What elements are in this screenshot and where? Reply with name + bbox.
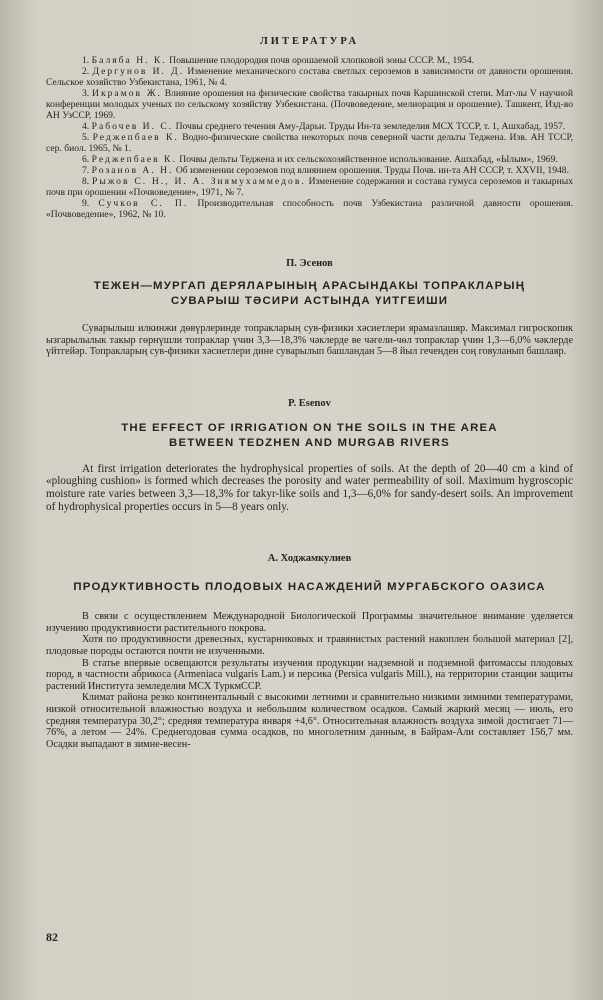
turkmen-abstract: Суварылыш илкинжи дөвүрлеринде топракларың сув-физики хәсиетлери ярамазлашяр. Максимал гигроскопик ызгарылылык такыр гөрнүшли топраклар үчин 3,3—18,3% чәклерде ве чәгели-чөл топраклар үчин 1,3—6,0% чәклерде үйтгейәр. Топракларың сув-физики хәсиетлери дине суварылып башландан 5—8 йыл геченден соң говуланып башлаяр. [46,323,573,358]
page-number: 82 [46,930,58,944]
reference-list [46,55,573,220]
english-abstract: At first irrigation deteriorates the hydrophysical properties of soils. At the depth of 20—40 cm a kind of «ploughing cushion» is formed which decreases the porosity and water permeability of soil. Maximum hygroscopic moisture rate varies between 3,3—18,3% for takyr-like soils and 1,3—6,0% for sandy-desert soils. An improvement of hydrophysical properties occurs in 5—8 years only. [46,462,573,513]
turkmen-author: П. Эсенов [286,258,333,269]
reference-item: 4. Рабочев И. С. Почвы среднего течения Аму-Дарьи. Труды Ин-та земледелия МСХ ТССР, т. 1, Ашхабад, 1957. [82,121,566,132]
turkmen-title: ТЕЖЕН—МУРГАП ДЕРЯЛАРЫНЫҢ АРАСЫНДАКЫ ТОПРАКЛАРЫҢ СУВАРЫШ ТӘСИРИ АСТЫНДА ҮИТГЕИШИ [93,280,526,307]
reference-item: 5. Реджепбаев К. Водно-физические свойства некоторых почв северной части дельты Теджена. Изв. АН ТССР, сер. биол. 1965, № 1. [46,132,574,154]
reference-item: 2. Дергунов И. Д. Изменение механического состава светлых сероземов в зависимости от давности орошения. Сельское хозяйство Узбекистана, 1961, № 4. [46,66,573,88]
article-paragraph: В статье впервые освещаются результаты изучения продукции надземной и подземной фитомассы плодовых пород, в частности абрикоса (Armeniaca vulgaris Lam.) и персика (Persica vulgaris Mill.), на территории станции защиты растений Института земледелия МСХ ТуркмССР. [46,657,573,692]
article-author: А. Ходжамкулиев [267,553,352,565]
article-body [46,611,573,750]
article-title: ПРОДУКТИВНОСТЬ ПЛОДОВЫХ НАСАЖДЕНИЙ МУРГАБСКОГО ОАЗИСА [73,581,546,594]
english-title: THE EFFECT OF IRRIGATION ON THE SOILS IN THE AREA BETWEEN TEDZHEN AND MURGAB RIVERS [121,421,498,449]
reference-item: 1. Баляба Н. К. Повышение плодородия почв орошаемой хлопковой зоны СССР. М., 1954. [82,55,475,66]
reference-item: 8. Рыжов С. Н., И. А. Зиямухаммедов. Изменение содержания и состава гумуса сероземов и такырных почв при орошении «Почвоведение», 1971, № 7. [46,176,573,198]
article-paragraph: Климат района резко континентальный с высокими летними и сравнительно низкими зимними температурами, низкой относительной влажностью воздуха и небольшим количеством осадков. Самый жаркий месяц — июль, его средняя температура 30,2°; средняя температура января +4,6°. Относительная влажность воздуха зимой достигает 71—76%, а летом — 24%. Среднегодовая сумма осадков, по многолетним данным, в Байрам-Али составляет 156,7 мм. Осадки выпадают в зимне-весен- [46,692,573,750]
reference-item: 3. Икрамов Ж. Влияние орошения на физические свойства такырных почв Каршинской степи. Мат-лы V научной конференции молодых ученых по сельскому хозяйству Узбекистана. (Почвоведение, мелиорация и орошение). Ташкент, Изд-во АН УзССР, 1969. [46,88,573,121]
reference-item: 7. Розанов А. Н. Об изменении сероземов под влиянием орошения. Труды Почв. ин-та АН СССР, т. XXVII, 1948. [82,165,569,176]
reference-item: 9. Сучков С. П. Производительная способность почв Узбекистана различной давности орошения. «Почвоведение», 1962, № 10. [46,198,573,220]
literature-heading: ЛИТЕРАТУРА [259,36,360,47]
article-paragraph: Хотя по продуктивности древесных, кустарниковых и травянистых растений накоплен большой материал [2], плодовые породы остаются почти не изученными. [46,634,573,657]
article-paragraph: В связи с осуществлением Международной Биологической Программы значительное внимание уделяется изучению продуктивности растительного покрова. [46,611,573,634]
english-author: P. Esenov [288,397,331,409]
reference-item: 6. Реджепбаев К. Почвы дельты Теджена и их сельскохозяйственное использование. Ашхабад, «Ылым», 1969. [82,154,558,165]
